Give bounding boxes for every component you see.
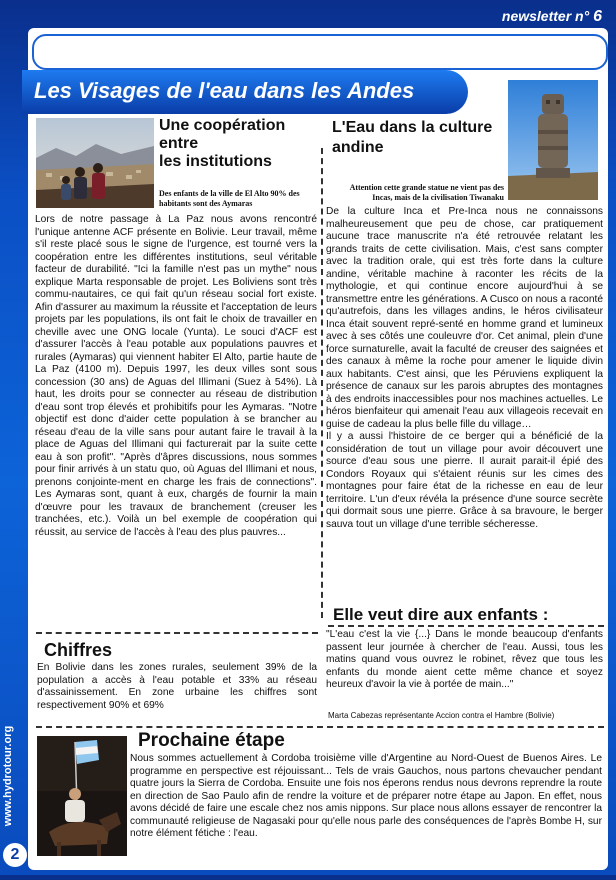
bottom-divider bbox=[36, 726, 604, 728]
header-box bbox=[32, 34, 608, 70]
prochaine-title: Prochaine étape bbox=[138, 730, 285, 751]
tiwanaku-statue-photo bbox=[508, 80, 598, 200]
left-article-body: Lors de notre passage à La Paz nous avons rencontré l'unique antenne ACF présente en Bolivie. Leur travail, même s'il reste placé sous le signe de l'urgence, est tourné vers la coopération entre les différentes institutions, seul véritable facteur de durabilité. "Ici la famille n'est pas un mythe" nous explique Marta responsable de projet. Les Boliviens sont très commu-nautaires, ce qui fait qu'un réseau social fort existe. Afin d'assurer au maximum la réussite et l'acceptation de leurs projets par les populations, ils ont fait le choix de travailler en cheville avec une ONG locale (Yunta). Le souci d'ACF est d'assurer l'accès à l'eau potable aux populations pauvres et rurales (Aymaras) qui viennent habiter El Alto, partie haute de La Paz (4100 m). Depuis 1997, les deux villes sont sous concession (30 ans) de Aguas del Illimani (Suez à 54%). Là haut, les droits pour se connecter au réseau de distribution d'eau sont trop élevés et prohibitifs pour les Aymaras. "Notre objectif est donc d'aider cette population à se brancher au réseau d'eau de la ville sans pour autant faire le travail à la place de Aguas del Illimani qui facturerait par la suite cette eau à son profit". "Après d'âpres discussions, nous sommes pour finir arrivés à un statu quo, où Aguas del Illimani et nous, prenons conjointe-ment en charge les frais de connections". Les Aymaras sont, quant à eux, chargés de fournir la main d'œuvre pour les travaux de branchement (creuser les tranchées, etc.). Voilà un bel exemple de coopération qui réussit, au service de l'accès à l'eau des plus pauvres... bbox=[35, 214, 317, 538]
masthead bbox=[0, 4, 616, 28]
issue-number: 6 bbox=[593, 8, 602, 25]
page-number: 2 bbox=[3, 843, 27, 867]
gaucho-photo bbox=[37, 736, 127, 856]
enfants-title: Elle veut dire aux enfants : bbox=[333, 605, 549, 624]
prochaine-body: Nous sommes actuellement à Cordoba troisième ville d'Argentine au Nord-Ouest de Buenos Aires. Le programme en perspective est réjouissant... Tels de vrais Gauchos, nous partons chevaucher pendant quatre jours la Sierra de Cordoba. Ensuite une fois nos éperons rendus nous devrons reprendre la route en direction de Sao Paulo afin de rendre la voiture et de préparer notre étape au Japon. En effet, nous avons décidé de faire une escale chez nos amis nippons. Sur place nous allons essayer de rencontrer la communauté religieuse de Nagasaki pour qu'elle nous parle des conséquences de l'après Bombe H, sur notre élément fétiche : l'eau. bbox=[130, 753, 602, 839]
enfants-divider bbox=[328, 625, 604, 627]
chiffres-body: En Bolivie dans les zones rurales, seulement 39% de la population a accès à l'eau potable et 33% au réseau d'assainissement. En zone urbaine les chiffres sont respectivement 90% et 69% bbox=[37, 662, 317, 711]
left-article-title: Une coopération entre les institutions bbox=[159, 117, 286, 170]
el-alto-photo bbox=[36, 118, 154, 208]
page-title: Les Visages de l'eau dans les Andes bbox=[34, 78, 415, 103]
enfants-quote: "L'eau c'est la vie {...} Dans le monde beaucoup d'enfants passent leur journée à chercher de l'eau. Aussi, tous les matins quand vous ouvrez le robinet, rêvez que tous les enfants du monde aient cette même chance et soyez heureux d'avoir la vie à portée de main..." bbox=[326, 629, 603, 690]
newsletter-label: newsletter n° 6 bbox=[501, 8, 602, 25]
right-article-body: De la culture Inca et Pre-Inca nous ne connaissons malheureusement que peu de chose, car pratiquement aucune trace manuscrite n'a été retrouvée relatant les grands traits de cette civilisation. Mais, c'est sans compter avec la tradition orale, qui est très forte dans la culture andine, véritable machine à raconter les récits de la mythologie, et qui continue encore aujourd'hui à se transmettre entre les générations. A Cusco on nous a raconté qu'autrefois, dans les villages andins, le héros civilisateur Inca était souvent repré-senté en homme grand et lumineux avec à ses côtés une couleuvre d'or. Cet animal, plein d'une force surnaturelle, avait la faculté de creuser des saignées et des canaux à même la roche pour amener le liquide divin aux habitants. C'est ainsi, que les Péruviens expliquent la présence de canaux sur les parois abruptes des montagnes à des endroits inaccessibles pour nos machines actuelles. Le héros bienfaiteur qui amenait l'eau aux villageois recevait en guise de cadeau la plus belle fille du village… Il y a aussi l'histoire de ce berger qui a bénéficié de la considération de tout un village pour avoir découvert une source d'eau sous une pierre. Il aurait parait-il épié des Condors Royaux qui s'étaient réunis sur les cimes des montagnes pour faire état de la richesse en eau de leur territoire. L'un d'eux révéla la présence d'une source secrète qui dormait sous une pierre. Grâce à sa bravoure, le berger sauva tout un village d'une terrible sécheresse. bbox=[326, 206, 603, 530]
website-url[interactable]: www.hydrotour.org bbox=[2, 725, 14, 827]
column-divider bbox=[321, 148, 323, 618]
chiffres-title: Chiffres bbox=[44, 640, 113, 660]
right-article-title: L'Eau dans la culture andine bbox=[332, 119, 493, 156]
enfants-attribution: Marta Cabezas représentante Accion contra el Hambre (Bolivie) bbox=[328, 711, 555, 720]
left-photo-caption: Des enfants de la ville de El Alto 90% des habitants sont des Aymaras bbox=[159, 189, 300, 208]
right-photo-caption: Attention cette grande statue ne vient pas des Incas, mais de la civilisation Tiwanaku bbox=[349, 183, 504, 202]
chiffres-divider-top bbox=[36, 632, 318, 634]
